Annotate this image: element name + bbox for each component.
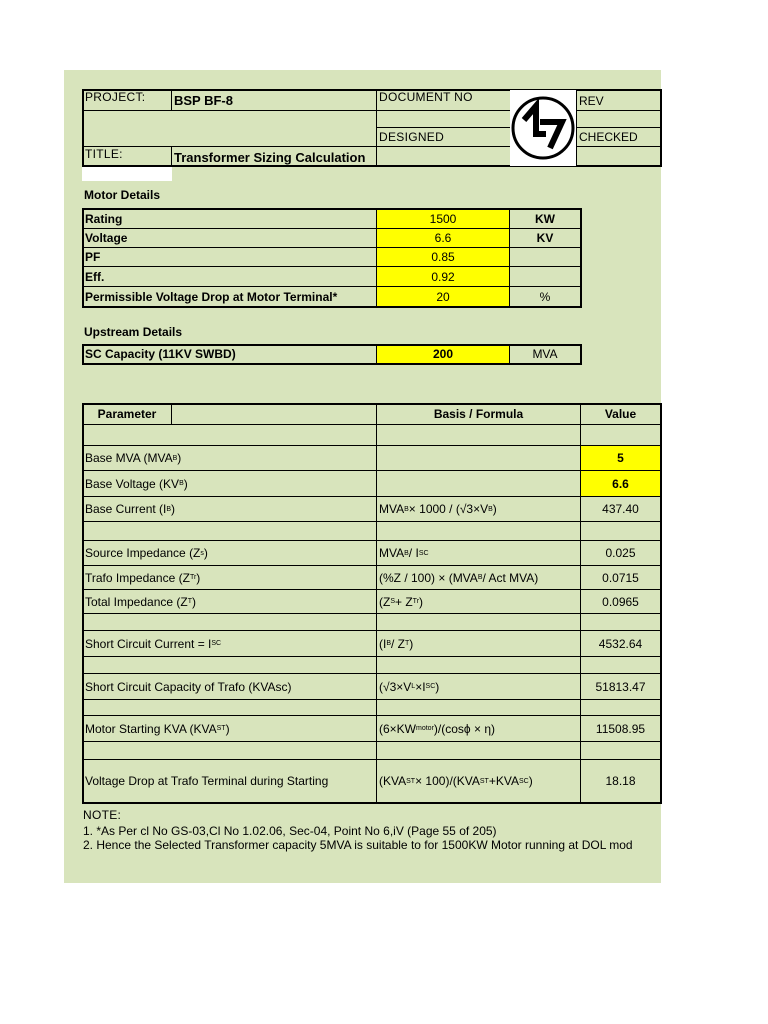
motor-rating-value: 1500	[429, 212, 457, 226]
col-header-parameter: Parameter	[97, 407, 157, 421]
motor-eff-value: 0.92	[431, 269, 455, 284]
calc-row-line	[82, 656, 662, 657]
motor-pf-value: 0.85	[431, 250, 455, 264]
voltage-drop-value: 18.18	[605, 774, 636, 788]
title-value: Transformer Sizing Calculation	[174, 149, 366, 165]
trafo-impedance-formula: (%Z / 100) × (MVA B / Act MVA)	[379, 570, 539, 585]
note-line-2: 2. Hence the Selected Transformer capacity 5MVA is suitable to for 1500KW Motor running at DOL mod	[83, 838, 633, 852]
total-impedance-formula: (Z S + Z Tr )	[379, 594, 424, 609]
base-voltage-value: 6.6	[612, 476, 629, 491]
base-current-value: 437.40	[602, 502, 639, 516]
project-label: PROJECT:	[85, 90, 146, 104]
note-heading: NOTE:	[83, 808, 122, 822]
motor-vdrop-label: Permissible Voltage Drop at Motor Terminal*	[85, 289, 338, 304]
base-voltage-label: Base Voltage (KV B )	[85, 476, 188, 491]
sc-current-value: 4532.64	[598, 636, 643, 651]
motor-eff-unit	[510, 267, 580, 286]
project-value: BSP BF-8	[174, 92, 233, 108]
lt-logo-icon	[510, 90, 576, 166]
header-row-line-4	[576, 110, 662, 111]
motor-details-heading: Motor Details	[84, 188, 161, 202]
voltage-drop-label: Voltage Drop at Trafo Terminal during Starting	[85, 774, 329, 788]
calc-row-line	[82, 741, 662, 742]
calc-col-line-param	[171, 403, 172, 424]
calc-row-line	[82, 613, 662, 614]
base-current-formula: MVA B × 1000 / (√3×V B )	[379, 502, 497, 516]
voltage-drop-formula: (KVA ST × 100)/(KVA ST +KVA SC )	[379, 774, 533, 788]
blank-cell-highlight	[82, 167, 172, 181]
motor-starting-label: Motor Starting KVA (KVA ST )	[85, 721, 230, 736]
motor-rating-label: Rating	[85, 212, 123, 226]
company-logo	[510, 90, 576, 166]
motor-pf-label: PF	[85, 250, 101, 264]
designed-label: DESIGNED	[379, 129, 445, 144]
upstream-heading: Upstream Details	[84, 325, 183, 339]
sc-current-label: Short Circuit Current = I SC	[85, 636, 222, 651]
sc-capacity-trafo-value: 51813.47	[595, 679, 646, 694]
source-impedance-formula: MVA B / I SC	[379, 546, 429, 560]
motor-voltage-value: 6.6	[434, 231, 452, 245]
motor-starting-value: 11508.95	[595, 721, 646, 736]
source-impedance-value: 0.025	[605, 546, 636, 560]
header-row-line-6	[576, 146, 662, 147]
rev-label: REV	[579, 93, 604, 108]
motor-vdrop-value: 20	[436, 289, 450, 304]
base-current-label: Base Current (I B )	[85, 502, 176, 516]
motor-eff-label: Eff.	[85, 269, 105, 284]
base-mva-label: Base MVA (MVA B )	[85, 451, 182, 465]
sc-current-formula: (I B / Z T )	[379, 636, 414, 651]
calc-row-line	[82, 699, 662, 700]
calc-row-line	[82, 521, 662, 522]
document-no-label: DOCUMENT NO	[379, 90, 473, 104]
sc-capacity-trafo-formula: (√3×V L ×I SC )	[379, 679, 440, 694]
col-header-value: Value	[604, 407, 637, 421]
sc-capacity-unit: MVA	[532, 347, 558, 361]
motor-starting-formula: (6×KW motor )/(cosϕ × η)	[379, 721, 495, 736]
source-impedance-label: Source Impedance (Z s )	[85, 546, 208, 560]
motor-voltage-label: Voltage	[85, 231, 128, 245]
base-mva-value: 5	[617, 451, 624, 465]
checked-label: CHECKED	[579, 130, 638, 144]
header-row-line-1	[82, 110, 510, 111]
title-label: TITLE:	[85, 147, 123, 161]
calc-row-line	[82, 424, 662, 425]
trafo-impedance-label: Trafo Impedance (Z Tr )	[85, 570, 201, 585]
motor-voltage-unit: KV	[536, 231, 554, 245]
total-impedance-label: Total Impedance (Z T )	[85, 594, 196, 609]
motor-vdrop-unit: %	[539, 289, 551, 304]
sc-capacity-trafo-label: Short Circuit Capacity of Trafo (KVAsc)	[85, 679, 292, 694]
trafo-impedance-value: 0.0715	[602, 570, 639, 585]
col-header-formula: Basis / Formula	[433, 407, 524, 421]
motor-pf-unit	[510, 248, 580, 266]
motor-rating-unit: KW	[535, 212, 555, 226]
note-line-1: 1. *As Per cl No GS-03,Cl No 1.02.06, Sec-04, Point No 6,iV (Page 55 of 205)	[83, 824, 497, 838]
sc-capacity-value: 200	[432, 347, 454, 361]
total-impedance-value: 0.0965	[602, 594, 639, 609]
sc-capacity-label: SC Capacity (11KV SWBD)	[85, 347, 236, 361]
